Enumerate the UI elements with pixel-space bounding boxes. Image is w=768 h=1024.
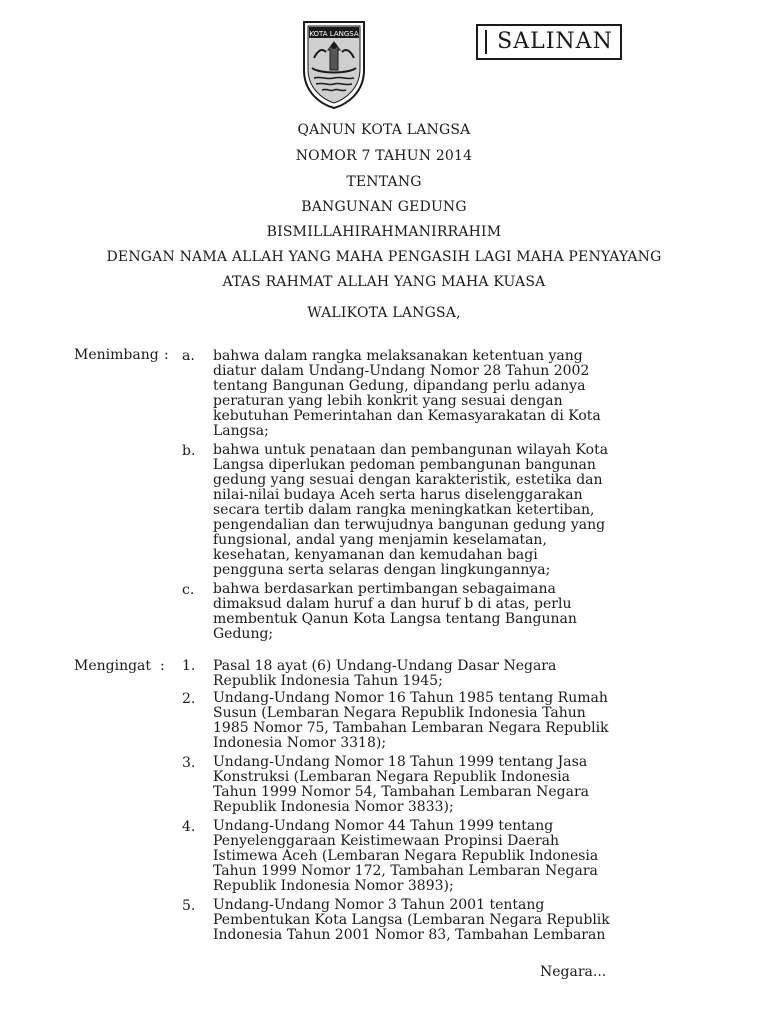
text-line: pengendalian dan terwujudnya bangunan gedung yang <box>213 517 606 533</box>
tentang-heading: TENTANG <box>346 174 422 190</box>
text-line: gedung yang sesuai dengan karakteristik, estetika dan <box>213 472 603 488</box>
text-line: bahwa untuk penataan dan pembangunan wilayah Kota <box>213 442 609 458</box>
kota-langsa-emblem-icon <box>300 18 368 110</box>
text-line: Republik Indonesia Nomor 3893); <box>213 878 454 894</box>
menimbang-marker-a: a. <box>182 348 195 364</box>
salinan-stamp <box>476 24 622 60</box>
mengingat-item-3 <box>213 755 614 815</box>
qanun-title: QANUN KOTA LANGSA <box>297 122 471 138</box>
mengingat-item-2 <box>213 691 614 751</box>
mengingat-label: Mengingat <box>74 658 152 674</box>
menimbang-label: Menimbang <box>74 347 159 363</box>
mengingat-marker-4: 4. <box>182 819 196 835</box>
mengingat-marker-5: 5. <box>182 898 196 914</box>
text-line: Undang-Undang Nomor 3 Tahun 2001 tentang <box>213 897 545 913</box>
mengingat-item-5 <box>213 898 614 943</box>
text-line: dimaksud dalam huruf a dan huruf b di atas, perlu <box>213 596 572 612</box>
text-line: Langsa; <box>213 423 269 439</box>
text-line: tentang Bangunan Gedung, dipandang perlu adanya <box>213 378 586 394</box>
text-line: fungsional, andal yang menjamin keselamatan, <box>213 532 547 548</box>
text-line: Tahun 1999 Nomor 54, Tambahan Lembaran Negara <box>213 784 589 800</box>
salinan-label: SALINAN <box>485 30 613 54</box>
text-line: Republik Indonesia Nomor 3833); <box>213 799 454 815</box>
text-line: membentuk Qanun Kota Langsa tentang Bangunan <box>213 611 577 627</box>
menimbang-item-c <box>213 582 614 642</box>
mengingat-marker-2: 2. <box>182 691 196 707</box>
text-line: Undang-Undang Nomor 18 Tahun 1999 tentang Jasa <box>213 754 588 770</box>
text-line: Pasal 18 ayat (6) Undang-Undang Dasar Negara <box>213 658 557 674</box>
text-line: secara tertib dalam rangka meningkatkan ketertiban, <box>213 502 595 518</box>
text-line: pengguna serta selaras dengan lingkungannya; <box>213 562 551 578</box>
invocation-line: DENGAN NAMA ALLAH YANG MAHA PENGASIH LAGI MAHA PENYAYANG <box>106 249 662 265</box>
text-line: Penyelenggaraan Keistimewaan Propinsi Daerah <box>213 833 560 849</box>
text-line: diatur dalam Undang-Undang Nomor 28 Tahun 2002 <box>213 363 590 379</box>
menimbang-item-b <box>213 443 614 578</box>
mengingat-marker-3: 3. <box>182 755 196 771</box>
text-line: Gedung; <box>213 626 274 642</box>
menimbang-marker-c: c. <box>182 582 195 598</box>
page-continuation: Negara... <box>540 964 607 980</box>
mayor-line: WALIKOTA LANGSA, <box>307 305 461 321</box>
menimbang-item-a <box>213 349 614 439</box>
text-line: Undang-Undang Nomor 16 Tahun 1985 tentang Rumah <box>213 690 608 706</box>
mengingat-item-4 <box>213 819 614 894</box>
text-line: Tahun 1999 Nomor 172, Tambahan Lembaran Negara <box>213 863 598 879</box>
text-line: Republik Indonesia Tahun 1945; <box>213 673 443 689</box>
text-line: peraturan yang lebih konkrit yang sesuai dengan <box>213 393 563 409</box>
basmalah: BISMILLAHIRAHMANIRRAHIM <box>266 224 502 240</box>
text-line: nilai-nilai budaya Aceh serta harus diselenggarakan <box>213 487 583 503</box>
text-line: kesehatan, kenyamanan dan kemudahan bagi <box>213 547 538 563</box>
menimbang-colon: : <box>164 347 169 363</box>
text-line: bahwa dalam rangka melaksanakan ketentuan yang <box>213 348 583 364</box>
text-line: Istimewa Aceh (Lembaran Negara Republik Indonesia <box>213 848 599 864</box>
svg-text:KOTA LANGSA: KOTA LANGSA <box>309 30 359 38</box>
qanun-number: NOMOR 7 TAHUN 2014 <box>295 148 473 164</box>
mengingat-marker-1: 1. <box>182 658 196 674</box>
text-line: Undang-Undang Nomor 44 Tahun 1999 tentang <box>213 818 554 834</box>
qanun-subject: BANGUNAN GEDUNG <box>301 199 467 215</box>
menimbang-marker-b: b. <box>182 443 196 459</box>
mengingat-colon: : <box>160 658 165 674</box>
text-line: kebutuhan Pemerintahan dan Kemasyarakatan di Kota <box>213 408 601 424</box>
text-line: Langsa diperlukan pedoman pembangunan bangunan <box>213 457 596 473</box>
text-line: Susun (Lembaran Negara Republik Indonesia Tahun <box>213 705 586 721</box>
text-line: bahwa berdasarkan pertimbangan sebagaimana <box>213 581 556 597</box>
grace-line: ATAS RAHMAT ALLAH YANG MAHA KUASA <box>222 274 546 290</box>
mengingat-item-1 <box>213 659 614 689</box>
text-line: 1985 Nomor 75, Tambahan Lembaran Negara Republik <box>213 720 609 736</box>
text-line: Indonesia Tahun 2001 Nomor 83, Tambahan Lembaran <box>213 927 606 943</box>
text-line: Pembentukan Kota Langsa (Lembaran Negara Republik <box>213 912 610 928</box>
text-line: Indonesia Nomor 3318); <box>213 735 387 751</box>
text-line: Konstruksi (Lembaran Negara Republik Indonesia <box>213 769 571 785</box>
